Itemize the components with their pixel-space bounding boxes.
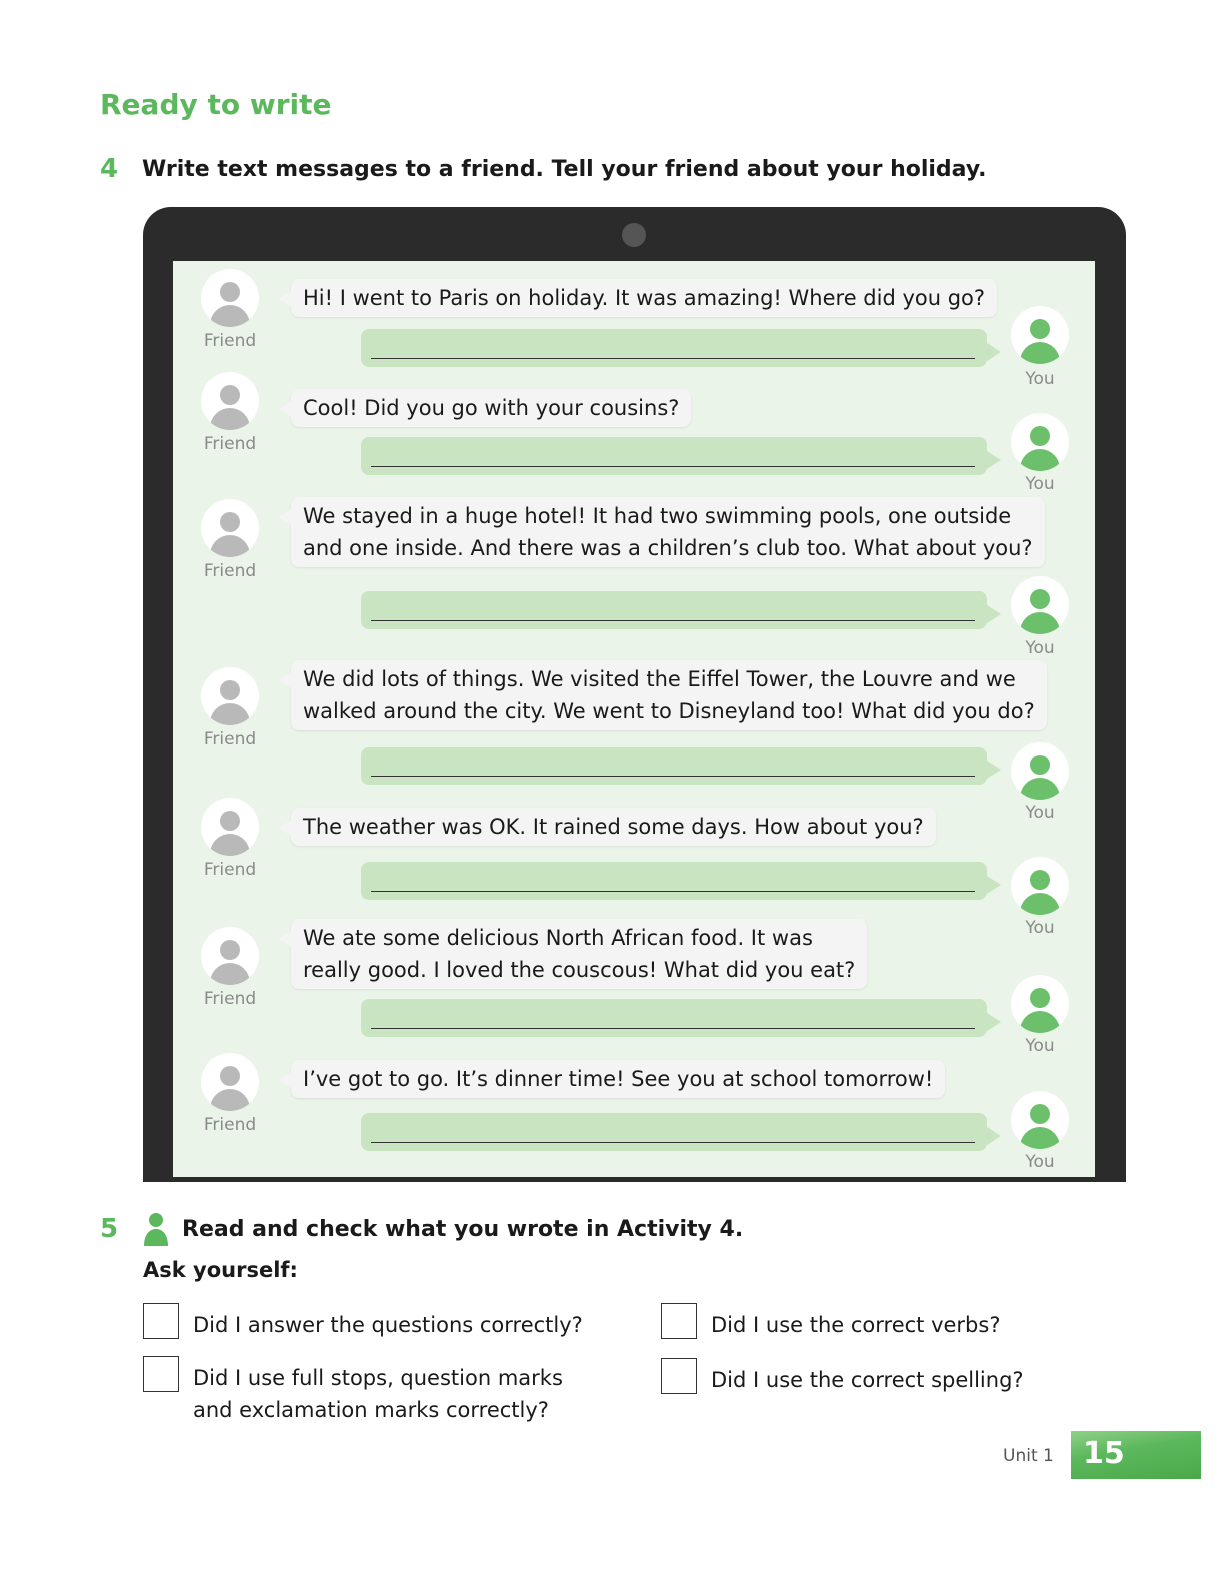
friend-label: Friend — [203, 561, 257, 581]
message-line: Hi! I went to Paris on holiday. It was amazing! Where did you go? — [303, 286, 986, 310]
you-avatar-icon — [1011, 413, 1069, 471]
checkbox[interactable] — [143, 1303, 179, 1339]
friend-label: Friend — [203, 331, 257, 351]
you-label: You — [1025, 638, 1055, 658]
friend-avatar-icon — [201, 1053, 259, 1111]
friend-label: Friend — [203, 729, 257, 749]
page-number-badge — [1071, 1431, 1201, 1479]
page-number: 15 — [1083, 1436, 1125, 1471]
checkbox[interactable] — [143, 1356, 179, 1392]
checklist-text: Did I use the correct spelling? — [711, 1368, 1024, 1392]
checkbox[interactable] — [661, 1358, 697, 1394]
you-avatar-icon — [1011, 742, 1069, 800]
friend-avatar-icon — [201, 372, 259, 430]
friend-message — [291, 279, 997, 317]
reply-input[interactable] — [361, 591, 987, 629]
friend-label: Friend — [203, 434, 257, 454]
ask-yourself-heading: Ask yourself: — [143, 1258, 298, 1282]
activity-number: 5 — [100, 1214, 119, 1244]
message-line: We did lots of things. We visited the Eiffel Tower, the Louvre and we — [303, 667, 1016, 691]
checklist-item — [143, 1356, 563, 1426]
checkbox[interactable] — [661, 1303, 697, 1339]
checklist-text: Did I answer the questions correctly? — [193, 1313, 583, 1337]
activity-4-header — [100, 154, 987, 184]
friend-message — [291, 389, 691, 427]
message-line: We stayed in a huge hotel! It had two swimming pools, one outside — [303, 504, 1012, 528]
reply-input[interactable] — [361, 747, 987, 785]
you-label: You — [1025, 474, 1055, 494]
you-avatar-icon — [1011, 576, 1069, 634]
friend-avatar-icon — [201, 798, 259, 856]
friend-label: Friend — [203, 860, 257, 880]
friend-avatar-icon — [201, 927, 259, 985]
you-avatar-icon — [1011, 975, 1069, 1033]
message-line: We ate some delicious North African food. It was — [303, 926, 813, 950]
friend-label: Friend — [203, 989, 257, 1009]
you-label: You — [1025, 1036, 1055, 1056]
message-line: I’ve got to go. It’s dinner time! See you at school tomorrow! — [303, 1067, 934, 1091]
you-avatar-icon — [1011, 306, 1069, 364]
checklist-item — [143, 1303, 583, 1341]
chat-screen — [173, 261, 1095, 1177]
you-avatar-icon — [1011, 1091, 1069, 1149]
activity-number: 4 — [100, 154, 119, 184]
person-icon — [142, 1212, 170, 1246]
reply-input[interactable] — [361, 329, 987, 367]
tablet-frame — [143, 207, 1126, 1182]
message-line: walked around the city. We went to Disneyland too! What did you do? — [303, 699, 1035, 723]
reply-input[interactable] — [361, 437, 987, 475]
checklist-text: Did I use full stops, question marks and exclamation marks correctly? — [193, 1366, 563, 1422]
friend-message — [291, 808, 936, 846]
you-label: You — [1025, 918, 1055, 938]
activity-instruction: Read and check what you wrote in Activity 4. — [182, 1216, 744, 1242]
activity-5-header — [100, 1212, 743, 1246]
reply-input[interactable] — [361, 1113, 987, 1151]
friend-avatar-icon — [201, 269, 259, 327]
friend-label: Friend — [203, 1115, 257, 1135]
friend-message — [291, 919, 867, 989]
reply-input[interactable] — [361, 862, 987, 900]
checklist-item — [661, 1358, 1024, 1396]
you-label: You — [1025, 1152, 1055, 1172]
friend-message — [291, 1060, 945, 1098]
you-label: You — [1025, 369, 1055, 389]
activity-instruction: Write text messages to a friend. Tell your friend about your holiday. — [142, 156, 987, 182]
message-line: really good. I loved the couscous! What did you eat? — [303, 958, 856, 982]
message-line: The weather was OK. It rained some days. How about you? — [303, 815, 924, 839]
checklist-item — [661, 1303, 1000, 1341]
friend-avatar-icon — [201, 499, 259, 557]
reply-input[interactable] — [361, 999, 987, 1037]
unit-label: Unit 1 — [1003, 1446, 1054, 1466]
checklist-text: Did I use the correct verbs? — [711, 1313, 1001, 1337]
camera-icon — [622, 223, 646, 247]
friend-message — [291, 497, 1045, 567]
friend-message — [291, 660, 1047, 730]
section-title: Ready to write — [100, 88, 332, 121]
message-line: and one inside. And there was a children’s club too. What about you? — [303, 536, 1033, 560]
you-avatar-icon — [1011, 857, 1069, 915]
friend-avatar-icon — [201, 667, 259, 725]
message-line: Cool! Did you go with your cousins? — [303, 396, 680, 420]
you-label: You — [1025, 803, 1055, 823]
